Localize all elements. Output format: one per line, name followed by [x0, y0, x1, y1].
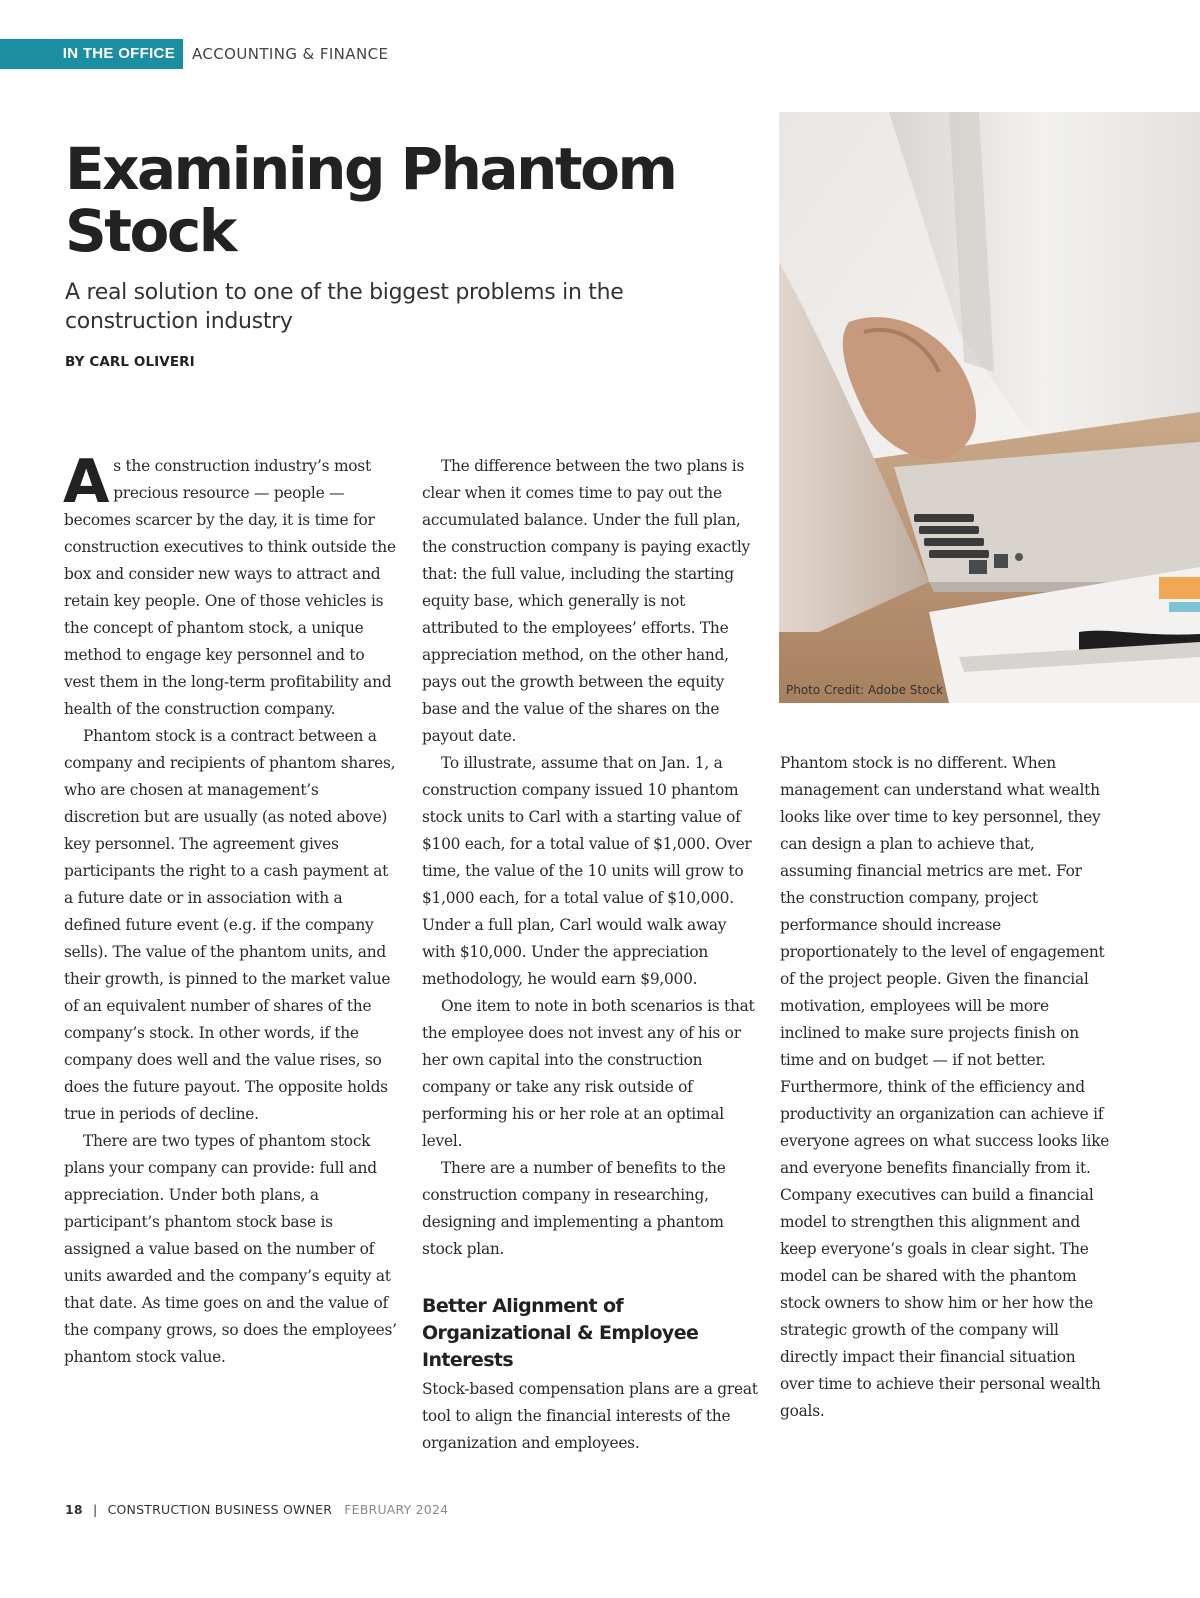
paragraph: [63, 447, 398, 723]
paragraph: One item to note in both scenarios is that the employee does not invest any of his or her own capital into the construction company or take any risk outside of performing his or her role at an optimal level.: [422, 997, 755, 1150]
page-footer: [65, 1502, 448, 1517]
paragraph: Stock-based compensation plans are a great tool to align the financial interests of the organization and employees.: [422, 1380, 758, 1452]
paragraph: There are a number of benefits to the construction company in researching, designing and implementing a phantom stock plan.: [422, 1159, 726, 1258]
section-category: ACCOUNTING & FINANCE: [192, 45, 389, 63]
paragraph: There are two types of phantom stock plans your company can provide: full and appreciation. Under both plans, a participant’s phantom stock base is assigned a value based on the number of units awarded and the company’s equity at that date. As time goes on and the value of the company grows, so does the employees’ phantom stock value.: [64, 1132, 397, 1366]
page-number: 18: [65, 1502, 83, 1517]
article-column-2: [422, 453, 760, 1457]
paragraph: To illustrate, assume that on Jan. 1, a construction company issued 10 phantom stock units to Carl with a starting value of $100 each, for a total value of $1,000. Over time, the value of the 10 units will grow to $1,000 each, for a total value of $10,000. Under a full plan, Carl would walk away with $10,000. Under the appreciation methodology, he would earn $9,000.: [422, 754, 752, 988]
issue-date: FEBRUARY 2024: [344, 1502, 449, 1517]
section-heading: Better Alignment of Organizational & Employee Interests: [422, 1295, 699, 1371]
article-byline: BY CARL OLIVERI: [65, 354, 195, 370]
drop-cap: A: [63, 447, 110, 517]
paragraph-text: s the construction industry’s most precious resource — people — becomes scarcer by the day, it is time for construction executives to think outside the box and consider new ways to attract and retain key people. One of those vehicles is the concept of phantom stock, a unique method to engage key personnel and to vest them in the long-term profitability and health of the construction company.: [64, 457, 396, 718]
article-column-3: [780, 750, 1110, 1425]
paragraph: Phantom stock is no different. When management can understand what wealth looks like over time to key personnel, they can design a plan to achieve that, assuming financial metrics are met. For the construction company, project performance should increase proportionately to the level of engagement of the project people. Given the financial motivation, employees will be more inclined to make sure projects finish on time and on budget — if not better. Furthermore, think of the efficiency and productivity an organization can achieve if everyone agrees on what success looks like and everyone benefits financially from it. Company executives can build a financial model to strengthen this alignment and keep everyone’s goals in clear sight. The model can be shared with the phantom stock owners to show him or her how the strategic growth of the company will directly impact their financial situation over time to achieve their personal wealth goals.: [780, 754, 1110, 1420]
article-photo: [779, 112, 1200, 703]
publication-name: CONSTRUCTION BUSINESS OWNER: [107, 1502, 333, 1517]
footer-separator: |: [92, 1502, 98, 1517]
photo-credit: Photo Credit: Adobe Stock: [786, 683, 943, 697]
paragraph: The difference between the two plans is clear when it comes time to pay out the accumulated balance. Under the full plan, the construction company is paying exactly that: the full value, including the starting equity base, which generally is not attributed to the employees’ efforts. The appreciation method, on the other hand, pays out the growth between the equity base and the value of the shares on the payout date.: [422, 457, 750, 745]
paragraph: Phantom stock is a contract between a company and recipients of phantom shares, who are chosen at management’s discretion but are usually (as noted above) key personnel. The agreement gives participants the right to a cash payment at a future date or in association with a defined future event (e.g. if the company sells). The value of the phantom units, and their growth, is pinned to the market value of an equivalent number of shares of the company’s stock. In other words, if the company does well and the value rises, so does the future payout. The opposite holds true in periods of decline.: [64, 727, 396, 1123]
article-column-1: [63, 447, 398, 1371]
article-title: Examining Phantom Stock: [65, 135, 676, 265]
article-subtitle: A real solution to one of the biggest problems in the construction industry: [65, 280, 624, 334]
section-tag: IN THE OFFICE: [62, 45, 175, 62]
